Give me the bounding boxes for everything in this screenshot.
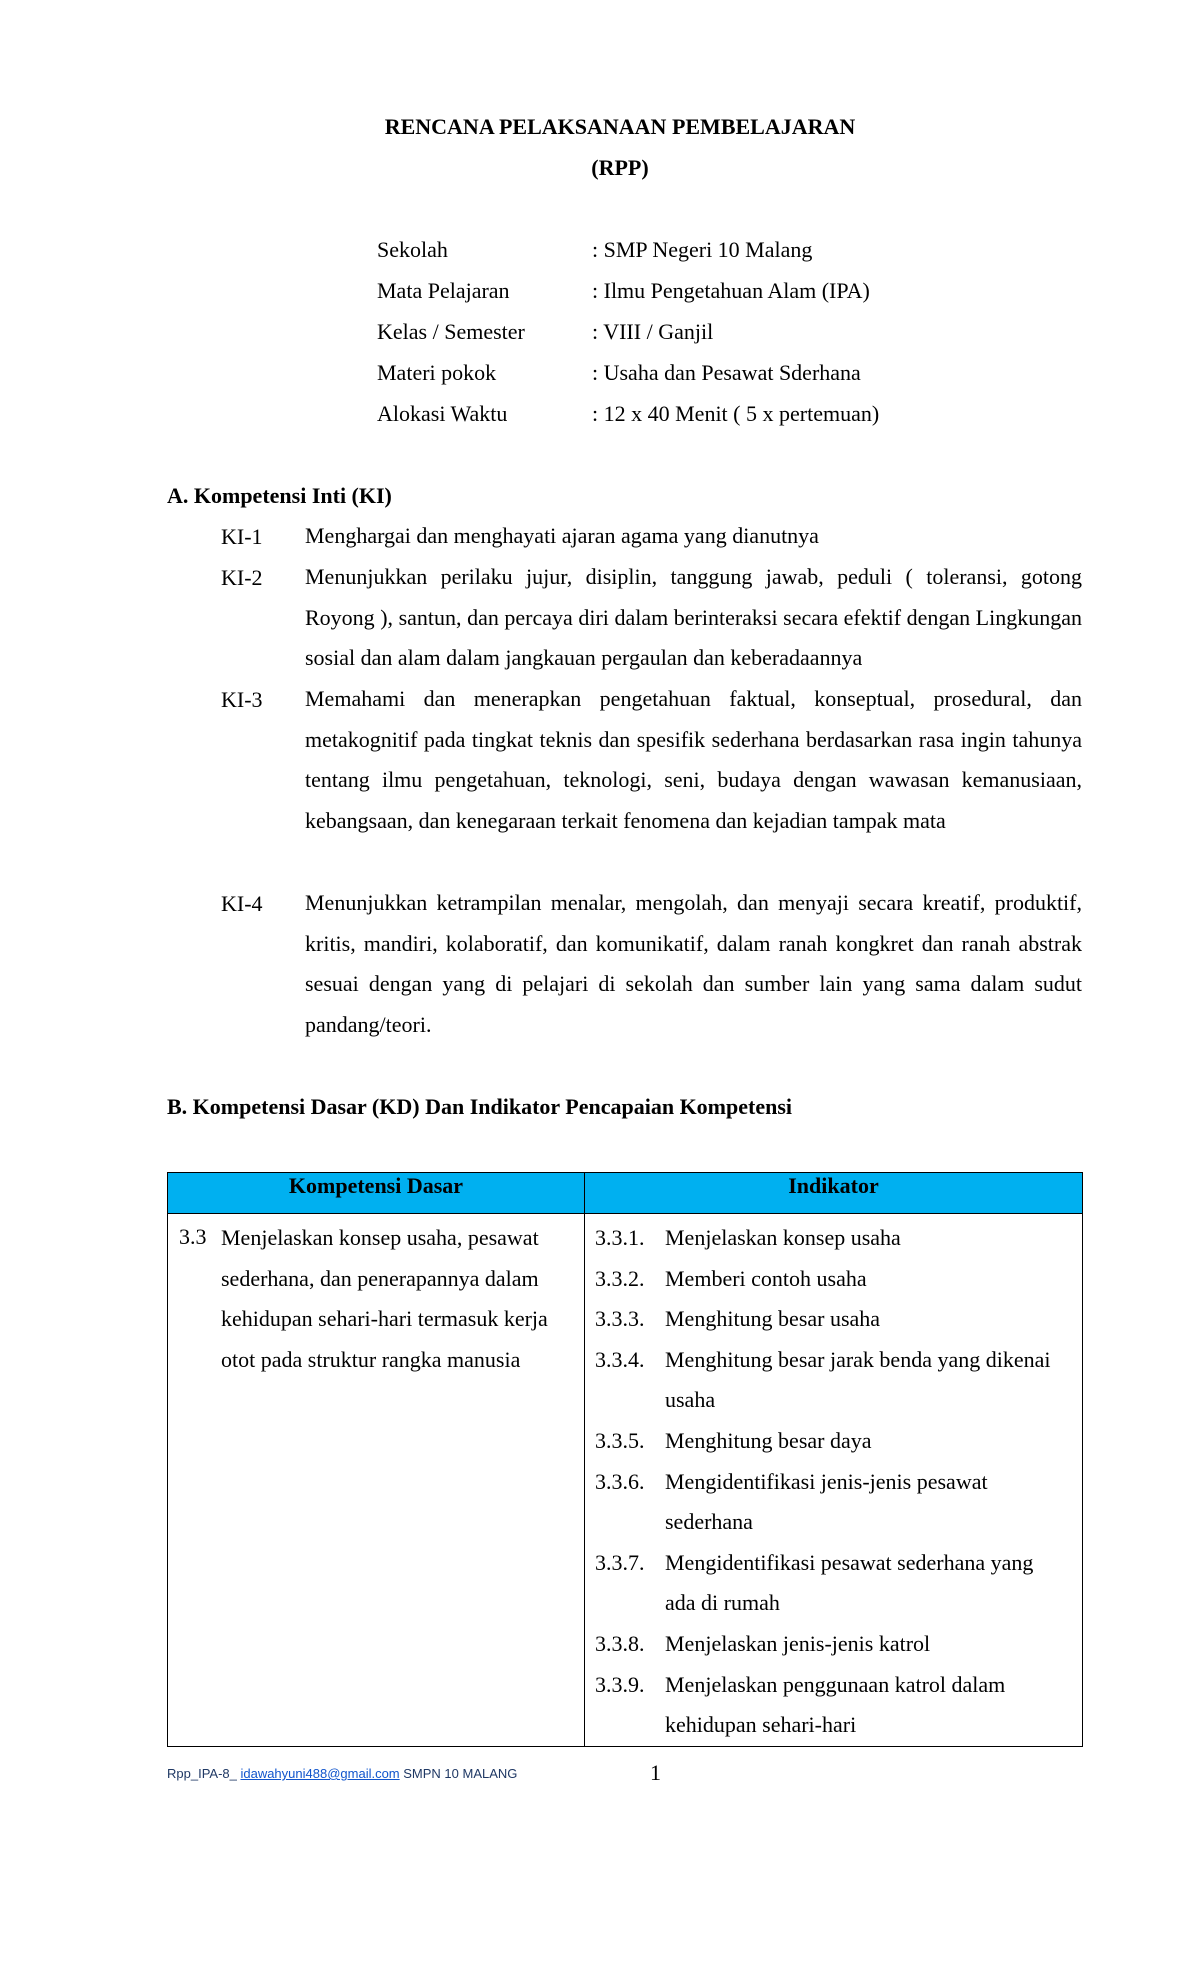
list-item — [595, 1259, 1065, 1300]
footer-school: SMPN 10 MALANG — [399, 1766, 518, 1781]
ki-text: Menghargai dan menghayati ajaran agama yang dianutnya — [305, 523, 819, 548]
table-row — [168, 1214, 1083, 1747]
identity-value: : Usaha dan Pesawat Sderhana — [592, 360, 861, 385]
indicator-number: 3.3.4. — [595, 1346, 645, 1372]
ki-code: KI-4 — [221, 891, 263, 916]
identity-value: : 12 x 40 Menit ( 5 x pertemuan) — [592, 401, 880, 426]
indicator-text: Menghitung besar daya — [665, 1427, 872, 1453]
list-item — [595, 1462, 1065, 1543]
kd-table — [167, 1172, 1083, 1747]
kd-cell — [168, 1214, 585, 1747]
indicator-list — [585, 1214, 1082, 1746]
list-item — [595, 1421, 1065, 1462]
indicator-cell — [585, 1214, 1083, 1747]
list-item — [595, 1299, 1065, 1340]
indicator-text: Menghitung besar usaha — [665, 1306, 881, 1332]
indicator-number: 3.3.7. — [595, 1549, 645, 1575]
identity-label: Alokasi Waktu — [377, 401, 508, 426]
page-footer — [167, 1766, 517, 1781]
ki-text: Menunjukkan ketrampilan menalar, mengolah, dan menyaji secara kreatif, produktif, kritis, mandiri, kolaboratif, dan komunikatif, dalam ranah kongkret dan ranah abstrak sesuai dengan yang di pelajari di sekolah dan sumber lain yang sama dalam sudut pandang/teori. — [305, 890, 1082, 1037]
list-item — [595, 1624, 1065, 1665]
list-item — [595, 1340, 1065, 1421]
indicator-text: Menghitung besar jarak benda yang dikenai usaha — [665, 1346, 1051, 1413]
identity-value: : SMP Negeri 10 Malang — [592, 237, 813, 262]
identity-label: Mata Pelajaran — [377, 278, 510, 303]
document-title: RENCANA PELAKSANAAN PEMBELAJARAN — [384, 114, 856, 139]
identity-value: : Ilmu Pengetahuan Alam (IPA) — [592, 278, 870, 303]
indicator-text: Menjelaskan konsep usaha — [665, 1225, 901, 1250]
indicator-number: 3.3.5. — [595, 1427, 645, 1453]
indicator-number: 3.3.9. — [595, 1671, 645, 1697]
list-item — [595, 1665, 1065, 1746]
identity-label: Sekolah — [377, 237, 448, 262]
section-b-heading: B. Kompetensi Dasar (KD) Dan Indikator Pencapaian Kompetensi — [167, 1094, 793, 1119]
indicator-text: Mengidentifikasi jenis-jenis pesawat sederhana — [665, 1468, 988, 1535]
kd-number: 3.3 — [179, 1224, 207, 1249]
identity-value: : VIII / Ganjil — [592, 319, 714, 344]
indicator-number: 3.3.6. — [595, 1468, 645, 1494]
section-a-heading: A. Kompetensi Inti (KI) — [167, 483, 392, 508]
indicator-text: Memberi contoh usaha — [665, 1265, 867, 1291]
indicator-text: Menjelaskan penggunaan katrol dalam kehidupan sehari-hari — [665, 1671, 1006, 1738]
identity-label: Kelas / Semester — [377, 319, 525, 344]
indicator-column-header: Indikator — [585, 1173, 1083, 1214]
identity-label: Materi pokok — [377, 360, 497, 385]
page-number: 1 — [650, 1760, 661, 1785]
ki-code: KI-1 — [221, 524, 263, 549]
indicator-text: Mengidentifikasi pesawat sederhana yang ada di rumah — [665, 1549, 1034, 1616]
ki-text: Menunjukkan perilaku jujur, disiplin, tanggung jawab, peduli ( toleransi, gotong Royong ), santun, dan percaya diri dalam berinteraksi secara efektif dengan Lingkungan sosial dan alam dalam jangkauan pergaulan dan keberadaannya — [305, 564, 1082, 671]
ki-text: Memahami dan menerapkan pengetahuan faktual, konseptual, prosedural, dan metakognitif pada tingkat teknis dan spesifik sederhana berdasarkan rasa ingin tahunya tentang ilmu pengetahuan, teknologi, seni, budaya dengan wawasan kemanusiaan, kebangsaan, dan kenegaraan terkait fenomena dan kejadian tampak mata — [305, 686, 1082, 833]
kd-text: Menjelaskan konsep usaha, pesawat sederhana, dan penerapannya dalam kehidupan sehari-hari termasuk kerja otot pada struktur rangka manusia — [221, 1225, 548, 1372]
ki-code: KI-2 — [221, 565, 263, 590]
list-item — [595, 1218, 1065, 1259]
document-subtitle: (RPP) — [591, 155, 649, 180]
kd-column-header: Kompetensi Dasar — [168, 1173, 585, 1214]
indicator-number: 3.3.2. — [595, 1265, 645, 1291]
indicator-number: 3.3.3. — [595, 1306, 645, 1332]
indicator-number: 3.3.8. — [595, 1630, 645, 1656]
indicator-number: 3.3.1. — [595, 1225, 645, 1250]
footer-email-link[interactable]: idawahyuni488@gmail.com — [240, 1766, 400, 1781]
ki-code: KI-3 — [221, 687, 263, 712]
footer-prefix: Rpp_IPA-8_ — [167, 1766, 241, 1781]
indicator-text: Menjelaskan jenis-jenis katrol — [665, 1630, 931, 1656]
list-item — [595, 1543, 1065, 1624]
